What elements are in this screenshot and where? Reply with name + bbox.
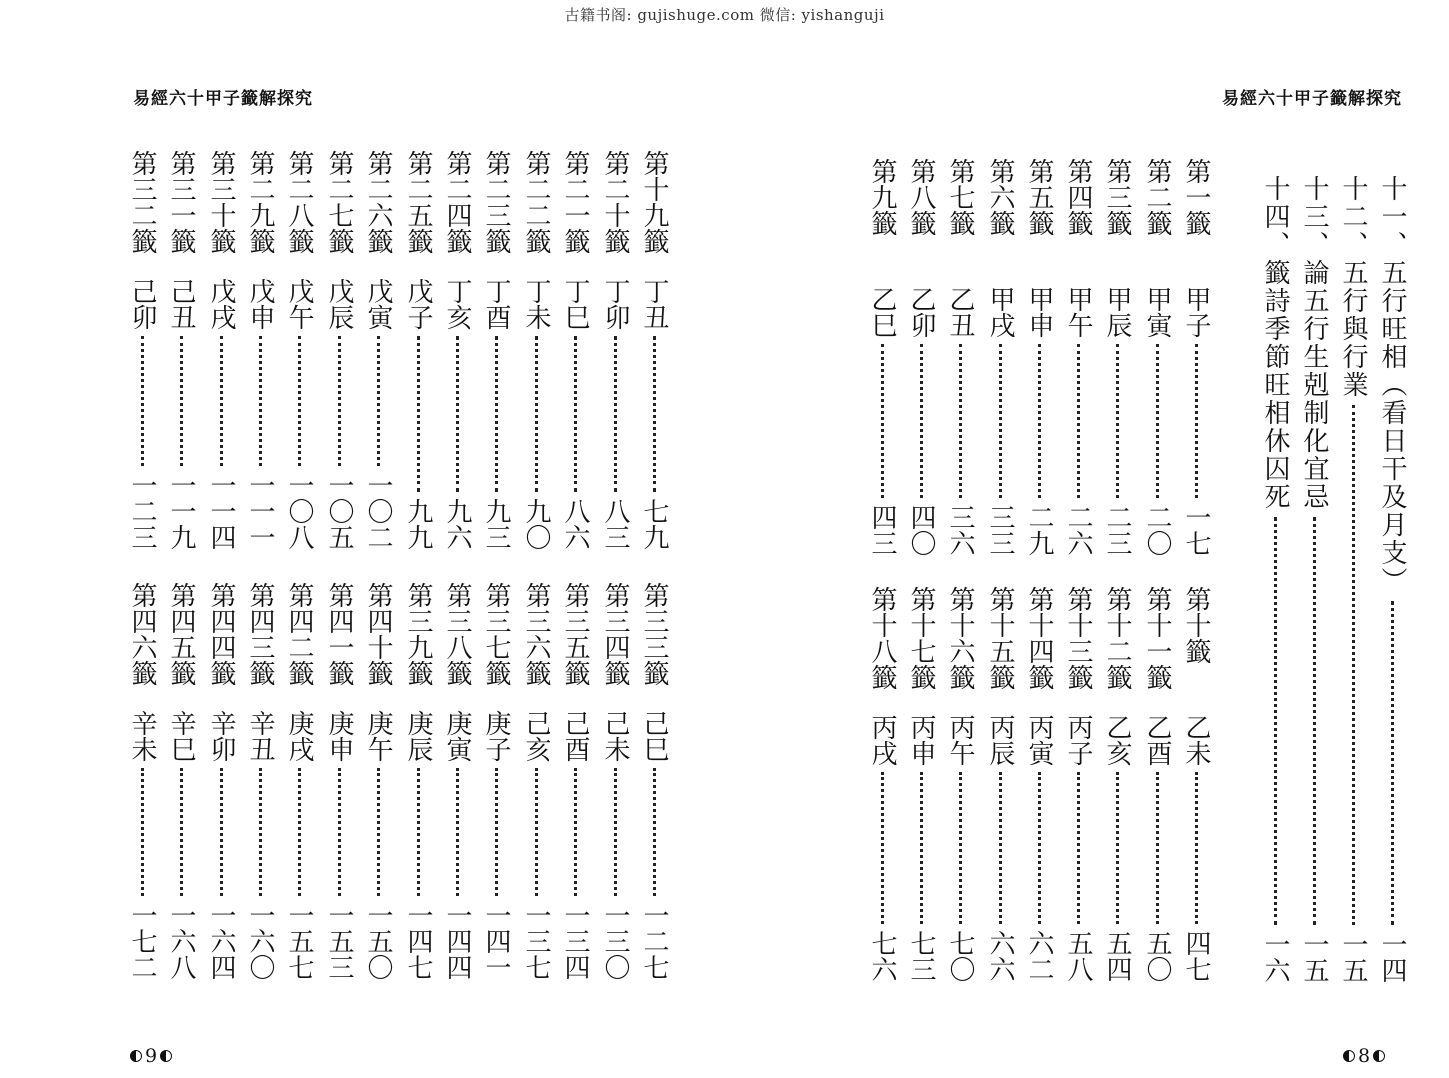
ganzhi-label: 辛卯 [206,710,236,762]
dot-leader [1335,405,1371,925]
dot-leader [321,768,357,896]
section-title: 十四、籤詩季節旺相休囚死 [1260,175,1290,511]
toc-entry [478,582,514,980]
lot-number: 第三五籤 [560,582,590,686]
ganzhi-label: 丙戌 [867,714,897,766]
page-ref: 七六 [867,930,897,982]
toc-entry [982,158,1018,556]
toc-entry [1178,158,1214,556]
toc-entry [518,150,554,550]
lot-number: 第四四籤 [206,582,236,686]
lot-number: 第三六籤 [521,582,551,686]
dot-leader [1139,772,1175,924]
lot-number: 第二九籤 [245,150,275,254]
yin-yang-icon [160,1050,172,1062]
toc-entry [203,150,239,550]
lot-number: 第十四籤 [1024,586,1054,690]
page-ref: 一五 [1299,931,1329,983]
ganzhi-label: 庚辰 [403,710,433,762]
toc-entry [903,586,939,982]
page-ref: 二〇 [1142,504,1172,556]
toc-section [1374,175,1410,983]
page-ref: 二六 [1063,504,1093,556]
page-ref: 七九 [639,498,669,550]
page-ref: 四三 [867,504,897,556]
dot-leader [281,336,317,466]
lot-number: 第二八籤 [284,150,314,254]
dot-leader [942,344,978,498]
dot-leader [1060,772,1096,924]
dot-leader [1178,344,1214,498]
left-page-number [130,1045,172,1067]
toc-entry [1060,158,1096,556]
dot-leader [942,772,978,924]
toc-entry [124,582,160,980]
lot-number: 第四十籤 [363,582,393,686]
toc-section [1335,175,1371,983]
ganzhi-label: 己卯 [127,278,157,330]
ganzhi-label: 辛丑 [245,710,275,762]
ganzhi-label: 甲戌 [985,286,1015,338]
lot-number: 第十六籤 [945,586,975,690]
lot-number: 第二一籤 [560,150,590,254]
page-ref: 三六 [945,504,975,556]
lot-number: 第三七籤 [481,582,511,686]
ganzhi-label: 甲辰 [1102,286,1132,338]
toc-entry [281,150,317,550]
dot-leader [1374,601,1410,925]
page-ref: 二九 [1024,504,1054,556]
page-ref: 九六 [442,498,472,550]
page-ref: 八三 [600,498,630,550]
page-ref: 九三 [481,498,511,550]
toc-entry [864,158,900,556]
lot-number: 第三八籤 [442,582,472,686]
dot-leader [518,336,554,492]
ganzhi-label: 丙申 [906,714,936,766]
page-ref: 一三七 [521,902,551,980]
dot-leader [636,336,672,492]
page-number-value: 8 [1358,1045,1371,1067]
lot-number: 第十二籤 [1102,586,1132,690]
dot-leader [557,768,593,896]
toc-entry [518,582,554,980]
lot-number: 第四二籤 [284,582,314,686]
dot-leader [203,336,239,466]
page-ref: 一〇二 [363,472,393,550]
page-ref: 一四七 [403,902,433,980]
page-ref: 一六〇 [245,902,275,980]
ganzhi-label: 乙亥 [1102,714,1132,766]
lot-number: 第三四籤 [600,582,630,686]
lot-number: 第十八籤 [867,586,897,690]
dot-leader [360,336,396,466]
page-ref: 三三 [985,504,1015,556]
dot-leader [518,768,554,896]
dot-leader [1060,344,1096,498]
dot-leader [1257,517,1293,925]
dot-leader [321,336,357,466]
dot-leader [1178,772,1214,924]
ganzhi-label: 辛巳 [166,710,196,762]
ganzhi-label: 丁酉 [481,278,511,330]
dot-leader [400,336,436,492]
page-number-value: 9 [145,1045,158,1067]
page-ref: 一六八 [166,902,196,980]
toc-entry [1021,586,1057,982]
page-ref: 一四一 [481,902,511,980]
toc-entry [400,150,436,550]
ganzhi-label: 丁亥 [442,278,472,330]
toc-entry [1139,158,1175,556]
page-ref: 一五三 [324,902,354,980]
dot-leader [1021,344,1057,498]
dot-leader [1296,517,1332,925]
ganzhi-label: 乙丑 [945,286,975,338]
dot-leader [124,768,160,896]
toc-entry [597,150,633,550]
right-page-number [1343,1045,1385,1067]
dot-leader [439,336,475,492]
page-ref: 一二七 [639,902,669,980]
lot-number: 第三一籤 [166,150,196,254]
page-ref: 一三〇 [600,902,630,980]
lot-number: 第三二籤 [127,150,157,254]
lot-number: 第三籤 [1102,158,1132,236]
ganzhi-label: 戊寅 [363,278,393,330]
section-title: 十三、論五行生剋制化宜忌 [1299,175,1329,511]
ganzhi-label: 甲寅 [1142,286,1172,338]
page-ref: 一一一 [245,472,275,550]
page-ref: 四〇 [906,504,936,556]
dot-leader [864,772,900,924]
lot-number: 第十一籤 [1142,586,1172,690]
toc-entry [242,582,278,980]
ganzhi-label: 戊子 [403,278,433,330]
page-ref: 八六 [560,498,590,550]
page-ref: 六六 [985,930,1015,982]
ganzhi-label: 丁卯 [600,278,630,330]
toc-entry [124,150,160,550]
yin-yang-icon [1343,1050,1355,1062]
ganzhi-label: 己酉 [560,710,590,762]
ganzhi-label: 戊戌 [206,278,236,330]
dot-leader [281,768,317,896]
lot-number: 第四籤 [1063,158,1093,236]
page-ref: 六二 [1024,930,1054,982]
page-ref: 一〇八 [284,472,314,550]
ganzhi-label: 甲午 [1063,286,1093,338]
lot-number: 第二三籤 [481,150,511,254]
lot-number: 第二四籤 [442,150,472,254]
toc-entry [982,586,1018,982]
page-ref: 一七二 [127,902,157,980]
ganzhi-label: 戊午 [284,278,314,330]
dot-leader [478,336,514,492]
toc-entry [242,150,278,550]
toc-section [1296,175,1332,983]
ganzhi-label: 丁丑 [639,278,669,330]
lot-number: 第二二籤 [521,150,551,254]
lot-number: 第四三籤 [245,582,275,686]
lot-number: 第三十籤 [206,150,236,254]
right-running-head: 易經六十甲子籤解探究 [1222,89,1402,109]
dot-leader [242,336,278,466]
ganzhi-label: 丁巳 [560,278,590,330]
toc-entry [597,582,633,980]
toc-entry [360,582,396,980]
toc-entry [1178,586,1214,982]
left-running-head: 易經六十甲子籤解探究 [133,89,313,109]
ganzhi-label: 己未 [600,710,630,762]
ganzhi-label: 乙未 [1181,714,1211,766]
page-ref: 一三四 [560,902,590,980]
page-ref: 九九 [403,498,433,550]
lot-number: 第四五籤 [166,582,196,686]
toc-entry [1099,158,1135,556]
ganzhi-label: 乙巳 [867,286,897,338]
dot-leader [163,336,199,466]
toc-entry [1099,586,1135,982]
toc-entry [557,150,593,550]
ganzhi-label: 庚子 [481,710,511,762]
lot-number: 第九籤 [867,158,897,236]
page-ref: 五四 [1102,930,1132,982]
page-ref: 一四 [1377,931,1407,983]
lot-number: 第二籤 [1142,158,1172,236]
ganzhi-label: 丙午 [945,714,975,766]
page-ref: 一五七 [284,902,314,980]
ganzhi-label: 丁未 [521,278,551,330]
page-ref: 五八 [1063,930,1093,982]
toc-entry [903,158,939,556]
page-ref: 一〇五 [324,472,354,550]
dot-leader [124,336,160,466]
lot-number: 第二十籤 [600,150,630,254]
ganzhi-label: 甲子 [1181,286,1211,338]
dot-leader [982,344,1018,498]
dot-leader [360,768,396,896]
lot-number: 第二七籤 [324,150,354,254]
toc-section [1257,175,1293,983]
page-ref: 一二三 [127,472,157,550]
page-ref: 五〇 [1142,930,1172,982]
page-ref: 一一四 [206,472,236,550]
lot-number: 第三三籤 [639,582,669,686]
toc-entry [439,582,475,980]
yin-yang-icon [1373,1050,1385,1062]
dot-leader [439,768,475,896]
dot-leader [597,768,633,896]
ganzhi-label: 戊辰 [324,278,354,330]
dot-leader [636,768,672,896]
toc-entry [321,150,357,550]
page-ref: 一六四 [206,902,236,980]
toc-entry [203,582,239,980]
lot-number: 第十三籤 [1063,586,1093,690]
section-title: 十二、五行與行業 [1338,175,1368,399]
ganzhi-label: 乙酉 [1142,714,1172,766]
ganzhi-label: 庚申 [324,710,354,762]
page-ref: 一七 [1181,504,1211,556]
toc-entry [942,586,978,982]
ganzhi-label: 戊申 [245,278,275,330]
ganzhi-label: 己巳 [639,710,669,762]
lot-number: 第十九籤 [639,150,669,254]
page-ref: 一六 [1260,931,1290,983]
lot-number: 第十七籤 [906,586,936,690]
section-title: 十一、五行旺相（看日干及月支） [1377,175,1407,595]
toc-entry [321,582,357,980]
dot-leader [1099,344,1135,498]
toc-entry [942,158,978,556]
lot-number: 第二五籤 [403,150,433,254]
lot-number: 第二六籤 [363,150,393,254]
ganzhi-label: 辛未 [127,710,157,762]
page-ref: 二三 [1102,504,1132,556]
toc-entry [163,150,199,550]
toc-entry [1139,586,1175,982]
dot-leader [557,336,593,492]
toc-entry [1060,586,1096,982]
dot-leader [1099,772,1135,924]
lot-number: 第十籤 [1181,586,1211,664]
dot-leader [982,772,1018,924]
dot-leader [903,344,939,498]
page-ref: 一五 [1338,931,1368,983]
ganzhi-label: 丙子 [1063,714,1093,766]
ganzhi-label: 乙卯 [906,286,936,338]
watermark-text: 古籍书阁: gujishuge.com 微信: yishanguji [564,6,885,24]
dot-leader [400,768,436,896]
toc-entry [1021,158,1057,556]
ganzhi-label: 庚午 [363,710,393,762]
ganzhi-label: 己丑 [166,278,196,330]
dot-leader [478,768,514,896]
toc-entry [557,582,593,980]
toc-entry [864,586,900,982]
lot-number: 第八籤 [906,158,936,236]
lot-number: 第四六籤 [127,582,157,686]
lot-number: 第四一籤 [324,582,354,686]
toc-entry [439,150,475,550]
page-ref: 一五〇 [363,902,393,980]
lot-number: 第一籤 [1181,158,1211,236]
ganzhi-label: 甲申 [1024,286,1054,338]
yin-yang-icon [130,1050,142,1062]
dot-leader [203,768,239,896]
lot-number: 第三九籤 [403,582,433,686]
page-ref: 一一九 [166,472,196,550]
ganzhi-label: 庚戌 [284,710,314,762]
page-ref: 四七 [1181,930,1211,982]
ganzhi-label: 丙寅 [1024,714,1054,766]
toc-entry [636,582,672,980]
page-ref: 一四四 [442,902,472,980]
dot-leader [597,336,633,492]
toc-entry [400,582,436,980]
ganzhi-label: 丙辰 [985,714,1015,766]
page-ref: 七三 [906,930,936,982]
lot-number: 第十五籤 [985,586,1015,690]
toc-entry [478,150,514,550]
toc-entry [360,150,396,550]
lot-number: 第六籤 [985,158,1015,236]
dot-leader [163,768,199,896]
dot-leader [903,772,939,924]
dot-leader [1021,772,1057,924]
page-ref: 七〇 [945,930,975,982]
ganzhi-label: 庚寅 [442,710,472,762]
lot-number: 第五籤 [1024,158,1054,236]
toc-entry [163,582,199,980]
ganzhi-label: 己亥 [521,710,551,762]
toc-entry [636,150,672,550]
dot-leader [1139,344,1175,498]
dot-leader [242,768,278,896]
page-ref: 九〇 [521,498,551,550]
lot-number: 第七籤 [945,158,975,236]
toc-entry [281,582,317,980]
dot-leader [864,344,900,498]
